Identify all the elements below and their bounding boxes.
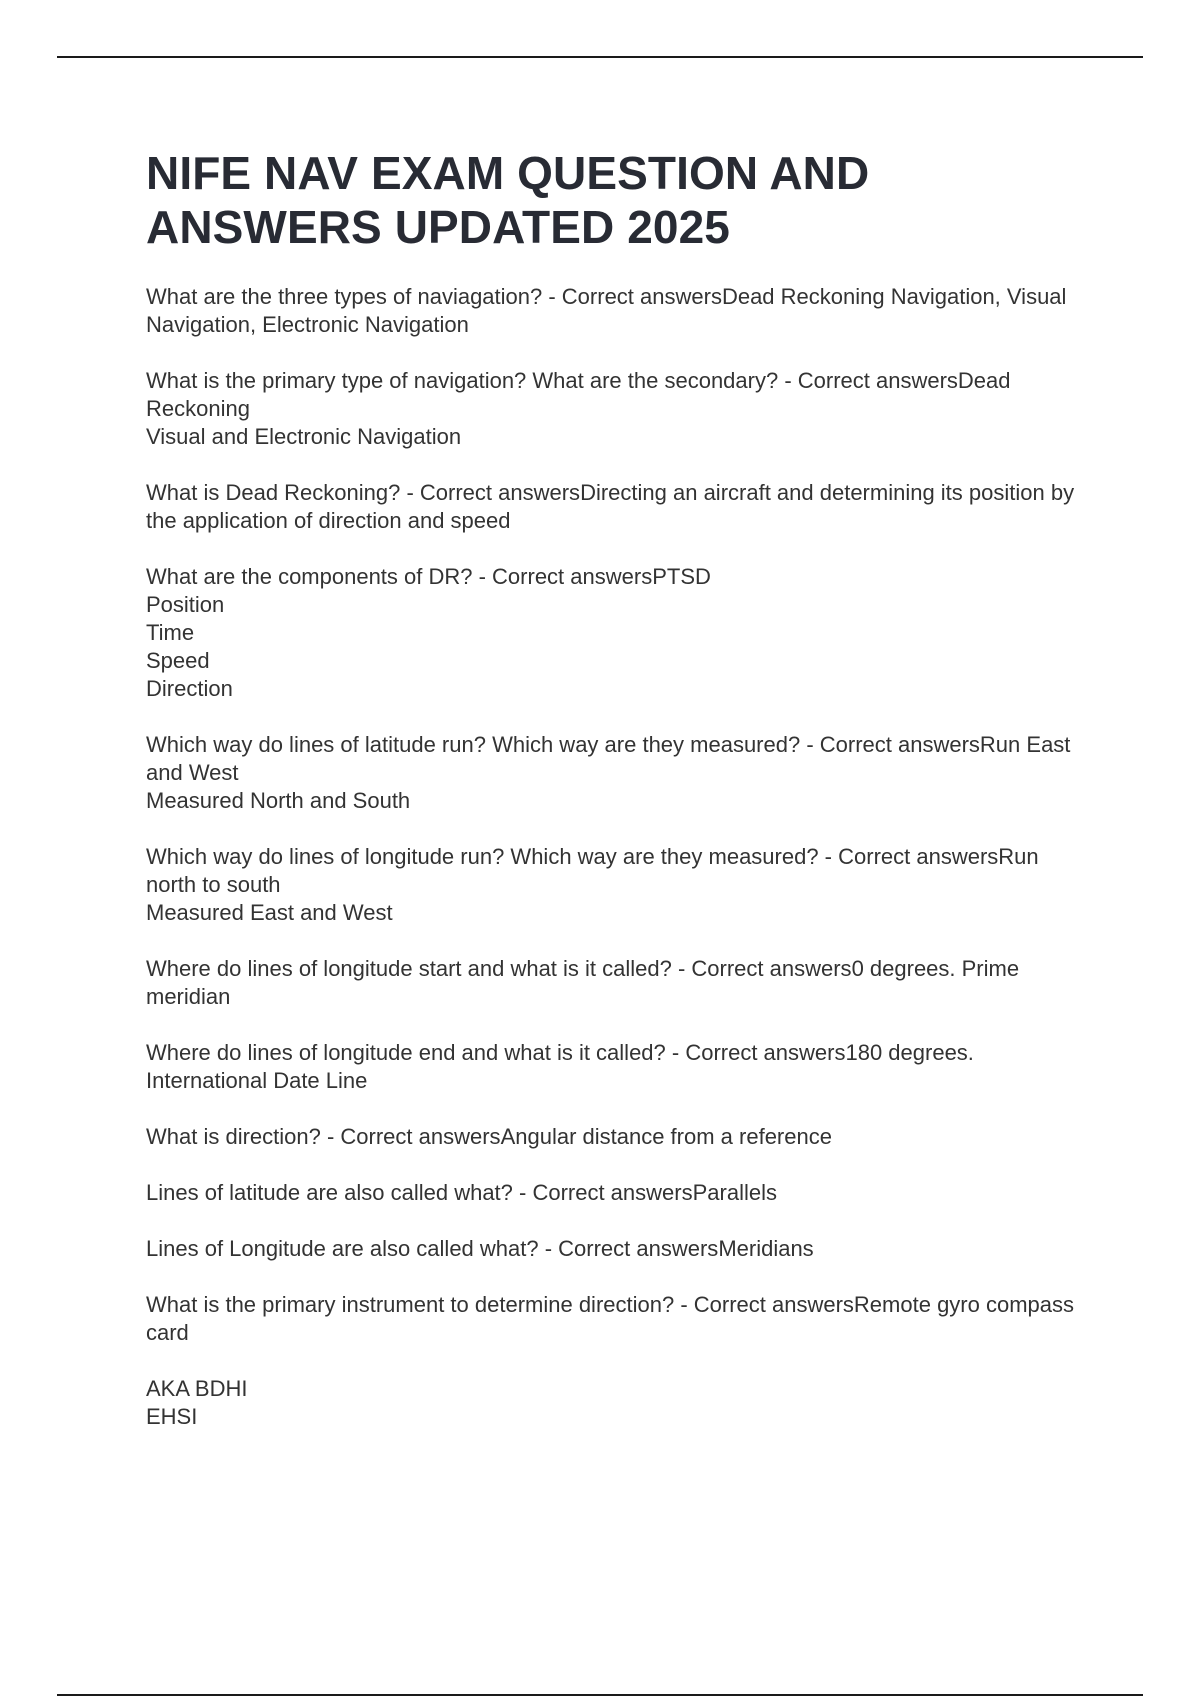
question-text: Lines of latitude are also called what? - Correct answers: [146, 1180, 693, 1205]
question-text: What is the primary instrument to determine direction? - Correct answers: [146, 1292, 854, 1317]
answer-text: Dead Reckoning Visual and Electronic Navigation: [146, 368, 1011, 449]
document-body: [146, 146, 1086, 1431]
qa-item: [146, 843, 1086, 927]
extra-notes: [146, 1375, 1086, 1431]
answer-text: Directing an aircraft and determining its position by the application of direction and speed: [146, 480, 1075, 533]
extra-line: EHSI: [146, 1404, 198, 1429]
top-rule: [57, 56, 1143, 58]
question-text: What is direction? - Correct answers: [146, 1124, 501, 1149]
answer-text: 0 degrees. Prime meridian: [146, 956, 1020, 1009]
qa-item: [146, 1179, 1086, 1207]
qa-item: [146, 283, 1086, 339]
question-text: What are the three types of naviagation? - Correct answers: [146, 284, 722, 309]
extra-line: AKA BDHI: [146, 1376, 248, 1401]
document-title: NIFE NAV EXAM QUESTION AND ANSWERS UPDATED 2025: [146, 147, 870, 253]
answer-text: Remote gyro compass card: [146, 1292, 1075, 1345]
question-text: What are the components of DR? - Correct answers: [146, 564, 653, 589]
answer-text: Parallels: [692, 1180, 777, 1205]
question-text: Where do lines of longitude end and what is it called? - Correct answers: [146, 1040, 846, 1065]
qa-item: [146, 731, 1086, 815]
qa-item: [146, 1235, 1086, 1263]
qa-item: [146, 1123, 1086, 1151]
qa-item: [146, 479, 1086, 535]
answer-text: Run East and West Measured North and South: [146, 732, 1071, 813]
question-text: Lines of Longitude are also called what? - Correct answers: [146, 1236, 719, 1261]
answer-text: PTSD Position Time Speed Direction: [146, 564, 711, 701]
question-text: Which way do lines of longitude run? Which way are they measured? - Correct answers: [146, 844, 999, 869]
answer-text: Meridians: [718, 1236, 814, 1261]
question-text: What is Dead Reckoning? - Correct answers: [146, 480, 581, 505]
answer-text: Dead Reckoning Navigation, Visual Navigation, Electronic Navigation: [146, 284, 1067, 337]
answer-text: Angular distance from a reference: [500, 1124, 832, 1149]
qa-item: [146, 1291, 1086, 1347]
qa-item: [146, 563, 1086, 703]
qa-item: [146, 367, 1086, 451]
question-text: Where do lines of longitude start and what is it called? - Correct answers: [146, 956, 852, 981]
qa-item: [146, 955, 1086, 1011]
bottom-rule: [57, 1694, 1143, 1696]
question-text: Which way do lines of latitude run? Which way are they measured? - Correct answers: [146, 732, 980, 757]
answer-text: 180 degrees. International Date Line: [146, 1040, 974, 1093]
qa-item: [146, 1039, 1086, 1095]
question-text: What is the primary type of navigation? What are the secondary? - Correct answers: [146, 368, 958, 393]
answer-text: Run north to south Measured East and West: [146, 844, 1039, 925]
